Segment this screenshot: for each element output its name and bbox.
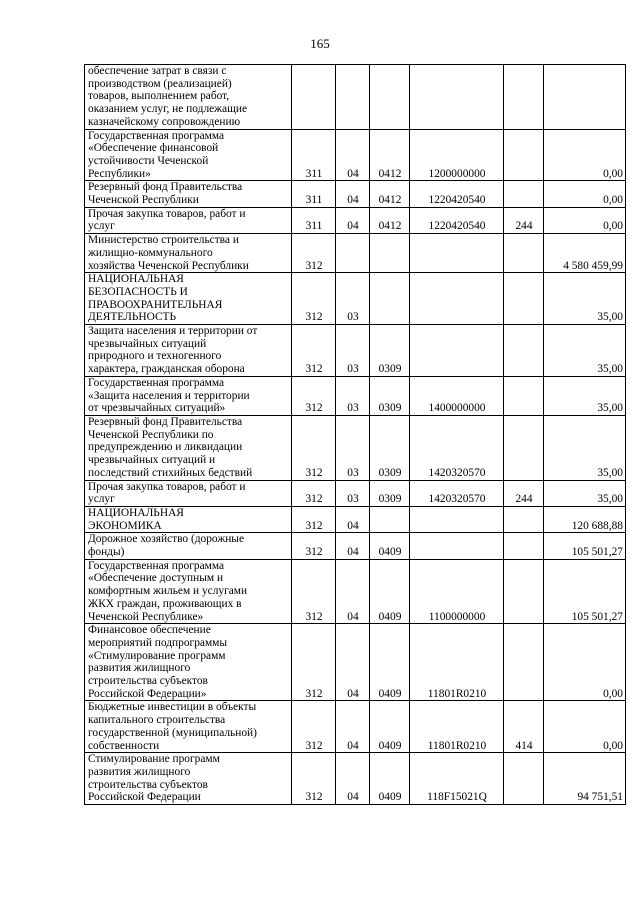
section-code-cell bbox=[336, 65, 370, 130]
expense-type-cell bbox=[504, 533, 544, 559]
target-article-cell: 1220420540 bbox=[410, 181, 504, 207]
target-article-cell bbox=[410, 506, 504, 532]
amount-cell: 94 751,51 bbox=[544, 753, 626, 805]
grbs-code-cell: 311 bbox=[292, 129, 336, 181]
subsection-code-cell: 0409 bbox=[370, 533, 410, 559]
amount-cell: 120 688,88 bbox=[544, 506, 626, 532]
item-name-cell: обеспечение затрат в связи с производством (реализацией) товаров, выполнением работ, оказанием услуг, не подлежащие казначейскому сопровождению bbox=[85, 65, 292, 130]
subsection-code-cell bbox=[370, 273, 410, 325]
grbs-code-cell: 312 bbox=[292, 234, 336, 273]
section-code-cell: 03 bbox=[336, 415, 370, 480]
amount-cell: 0,00 bbox=[544, 181, 626, 207]
table-row bbox=[85, 129, 626, 181]
expense-type-cell bbox=[504, 234, 544, 273]
subsection-code-cell: 0309 bbox=[370, 415, 410, 480]
amount-cell: 35,00 bbox=[544, 376, 626, 415]
amount-cell: 0,00 bbox=[544, 624, 626, 701]
table-row bbox=[85, 533, 626, 559]
item-name-cell: Прочая закупка товаров, работ и услуг bbox=[85, 480, 292, 506]
table-row bbox=[85, 234, 626, 273]
grbs-code-cell: 312 bbox=[292, 273, 336, 325]
item-name-cell: Финансовое обеспечение мероприятий подпрограммы «Стимулирование программ развития жилищного строительства субъектов Российской Федерации» bbox=[85, 624, 292, 701]
grbs-code-cell: 312 bbox=[292, 415, 336, 480]
expense-type-cell bbox=[504, 376, 544, 415]
subsection-code-cell: 0309 bbox=[370, 325, 410, 377]
amount-cell: 35,00 bbox=[544, 480, 626, 506]
expense-type-cell bbox=[504, 273, 544, 325]
subsection-code-cell: 0412 bbox=[370, 207, 410, 233]
item-name-cell: Защита населения и территории от чрезвычайных ситуаций природного и техногенного характера, гражданская оборона bbox=[85, 325, 292, 377]
section-code-cell: 04 bbox=[336, 753, 370, 805]
target-article-cell bbox=[410, 65, 504, 130]
expense-type-cell bbox=[504, 181, 544, 207]
subsection-code-cell: 0309 bbox=[370, 480, 410, 506]
section-code-cell: 03 bbox=[336, 376, 370, 415]
target-article-cell: 1220420540 bbox=[410, 207, 504, 233]
expense-type-cell bbox=[504, 559, 544, 624]
item-name-cell: Бюджетные инвестиции в объекты капитального строительства государственной (муниципальной) собственности bbox=[85, 701, 292, 753]
table-row bbox=[85, 181, 626, 207]
grbs-code-cell: 312 bbox=[292, 753, 336, 805]
item-name-cell: Министерство строительства и жилищно-коммунального хозяйства Чеченской Республики bbox=[85, 234, 292, 273]
amount-cell: 35,00 bbox=[544, 273, 626, 325]
subsection-code-cell bbox=[370, 65, 410, 130]
section-code-cell: 04 bbox=[336, 129, 370, 181]
target-article-cell: 1200000000 bbox=[410, 129, 504, 181]
target-article-cell: 1100000000 bbox=[410, 559, 504, 624]
item-name-cell: НАЦИОНАЛЬНАЯ БЕЗОПАСНОСТЬ И ПРАВООХРАНИТЕЛЬНАЯ ДЕЯТЕЛЬНОСТЬ bbox=[85, 273, 292, 325]
table-row bbox=[85, 480, 626, 506]
grbs-code-cell: 312 bbox=[292, 533, 336, 559]
expense-type-cell: 414 bbox=[504, 701, 544, 753]
table-row bbox=[85, 325, 626, 377]
item-name-cell: НАЦИОНАЛЬНАЯ ЭКОНОМИКА bbox=[85, 506, 292, 532]
grbs-code-cell: 312 bbox=[292, 701, 336, 753]
target-article-cell bbox=[410, 325, 504, 377]
table-row bbox=[85, 65, 626, 130]
section-code-cell: 03 bbox=[336, 273, 370, 325]
subsection-code-cell: 0409 bbox=[370, 701, 410, 753]
amount-cell: 0,00 bbox=[544, 701, 626, 753]
amount-cell: 105 501,27 bbox=[544, 559, 626, 624]
section-code-cell bbox=[336, 234, 370, 273]
target-article-cell bbox=[410, 234, 504, 273]
grbs-code-cell: 312 bbox=[292, 480, 336, 506]
grbs-code-cell: 312 bbox=[292, 624, 336, 701]
target-article-cell bbox=[410, 273, 504, 325]
grbs-code-cell: 311 bbox=[292, 207, 336, 233]
target-article-cell: 118F15021Q bbox=[410, 753, 504, 805]
item-name-cell: Стимулирование программ развития жилищного строительства субъектов Российской Федерации bbox=[85, 753, 292, 805]
target-article-cell bbox=[410, 533, 504, 559]
table-row bbox=[85, 207, 626, 233]
table-row bbox=[85, 415, 626, 480]
amount-cell: 0,00 bbox=[544, 129, 626, 181]
section-code-cell: 04 bbox=[336, 207, 370, 233]
grbs-code-cell: 312 bbox=[292, 325, 336, 377]
expense-type-cell bbox=[504, 129, 544, 181]
item-name-cell: Резервный фонд Правительства Чеченской Республики по предупреждению и ликвидации чрезвычайных ситуаций и последствий стихийных бедствий bbox=[85, 415, 292, 480]
grbs-code-cell: 312 bbox=[292, 376, 336, 415]
table-row bbox=[85, 701, 626, 753]
amount-cell: 0,00 bbox=[544, 207, 626, 233]
section-code-cell: 04 bbox=[336, 506, 370, 532]
section-code-cell: 04 bbox=[336, 701, 370, 753]
expense-type-cell bbox=[504, 506, 544, 532]
page-number: 165 bbox=[310, 36, 330, 51]
expense-type-cell bbox=[504, 325, 544, 377]
item-name-cell: Государственная программа «Обеспечение доступным и комфортным жильем и услугами ЖКХ граждан, проживающих в Чеченской Республике» bbox=[85, 559, 292, 624]
grbs-code-cell: 312 bbox=[292, 506, 336, 532]
section-code-cell: 04 bbox=[336, 533, 370, 559]
subsection-code-cell: 0409 bbox=[370, 559, 410, 624]
table-row bbox=[85, 753, 626, 805]
item-name-cell: Государственная программа «Защита населения и территории от чрезвычайных ситуаций» bbox=[85, 376, 292, 415]
target-article-cell: 1420320570 bbox=[410, 415, 504, 480]
grbs-code-cell: 311 bbox=[292, 181, 336, 207]
item-name-cell: Резервный фонд Правительства Чеченской Республики bbox=[85, 181, 292, 207]
section-code-cell: 03 bbox=[336, 480, 370, 506]
table-row bbox=[85, 559, 626, 624]
subsection-code-cell: 0409 bbox=[370, 753, 410, 805]
grbs-code-cell: 312 bbox=[292, 559, 336, 624]
section-code-cell: 03 bbox=[336, 325, 370, 377]
subsection-code-cell bbox=[370, 234, 410, 273]
table-row bbox=[85, 506, 626, 532]
item-name-cell: Дорожное хозяйство (дорожные фонды) bbox=[85, 533, 292, 559]
target-article-cell: 1400000000 bbox=[410, 376, 504, 415]
table-row bbox=[85, 273, 626, 325]
section-code-cell: 04 bbox=[336, 624, 370, 701]
expense-type-cell bbox=[504, 624, 544, 701]
amount-cell bbox=[544, 65, 626, 130]
expense-type-cell: 244 bbox=[504, 480, 544, 506]
expense-type-cell bbox=[504, 65, 544, 130]
section-code-cell: 04 bbox=[336, 559, 370, 624]
amount-cell: 35,00 bbox=[544, 415, 626, 480]
budget-table bbox=[84, 64, 626, 805]
subsection-code-cell: 0412 bbox=[370, 129, 410, 181]
subsection-code-cell: 0309 bbox=[370, 376, 410, 415]
subsection-code-cell bbox=[370, 506, 410, 532]
amount-cell: 35,00 bbox=[544, 325, 626, 377]
expense-type-cell: 244 bbox=[504, 207, 544, 233]
table-row bbox=[85, 376, 626, 415]
subsection-code-cell: 0412 bbox=[370, 181, 410, 207]
target-article-cell: 1420320570 bbox=[410, 480, 504, 506]
grbs-code-cell bbox=[292, 65, 336, 130]
item-name-cell: Государственная программа «Обеспечение финансовой устойчивости Чеченской Республики» bbox=[85, 129, 292, 181]
expense-type-cell bbox=[504, 753, 544, 805]
target-article-cell: 11801R0210 bbox=[410, 624, 504, 701]
section-code-cell: 04 bbox=[336, 181, 370, 207]
item-name-cell: Прочая закупка товаров, работ и услуг bbox=[85, 207, 292, 233]
target-article-cell: 11801R0210 bbox=[410, 701, 504, 753]
table-row bbox=[85, 624, 626, 701]
subsection-code-cell: 0409 bbox=[370, 624, 410, 701]
budget-table-body bbox=[85, 65, 626, 805]
amount-cell: 4 580 459,99 bbox=[544, 234, 626, 273]
amount-cell: 105 501,27 bbox=[544, 533, 626, 559]
expense-type-cell bbox=[504, 415, 544, 480]
